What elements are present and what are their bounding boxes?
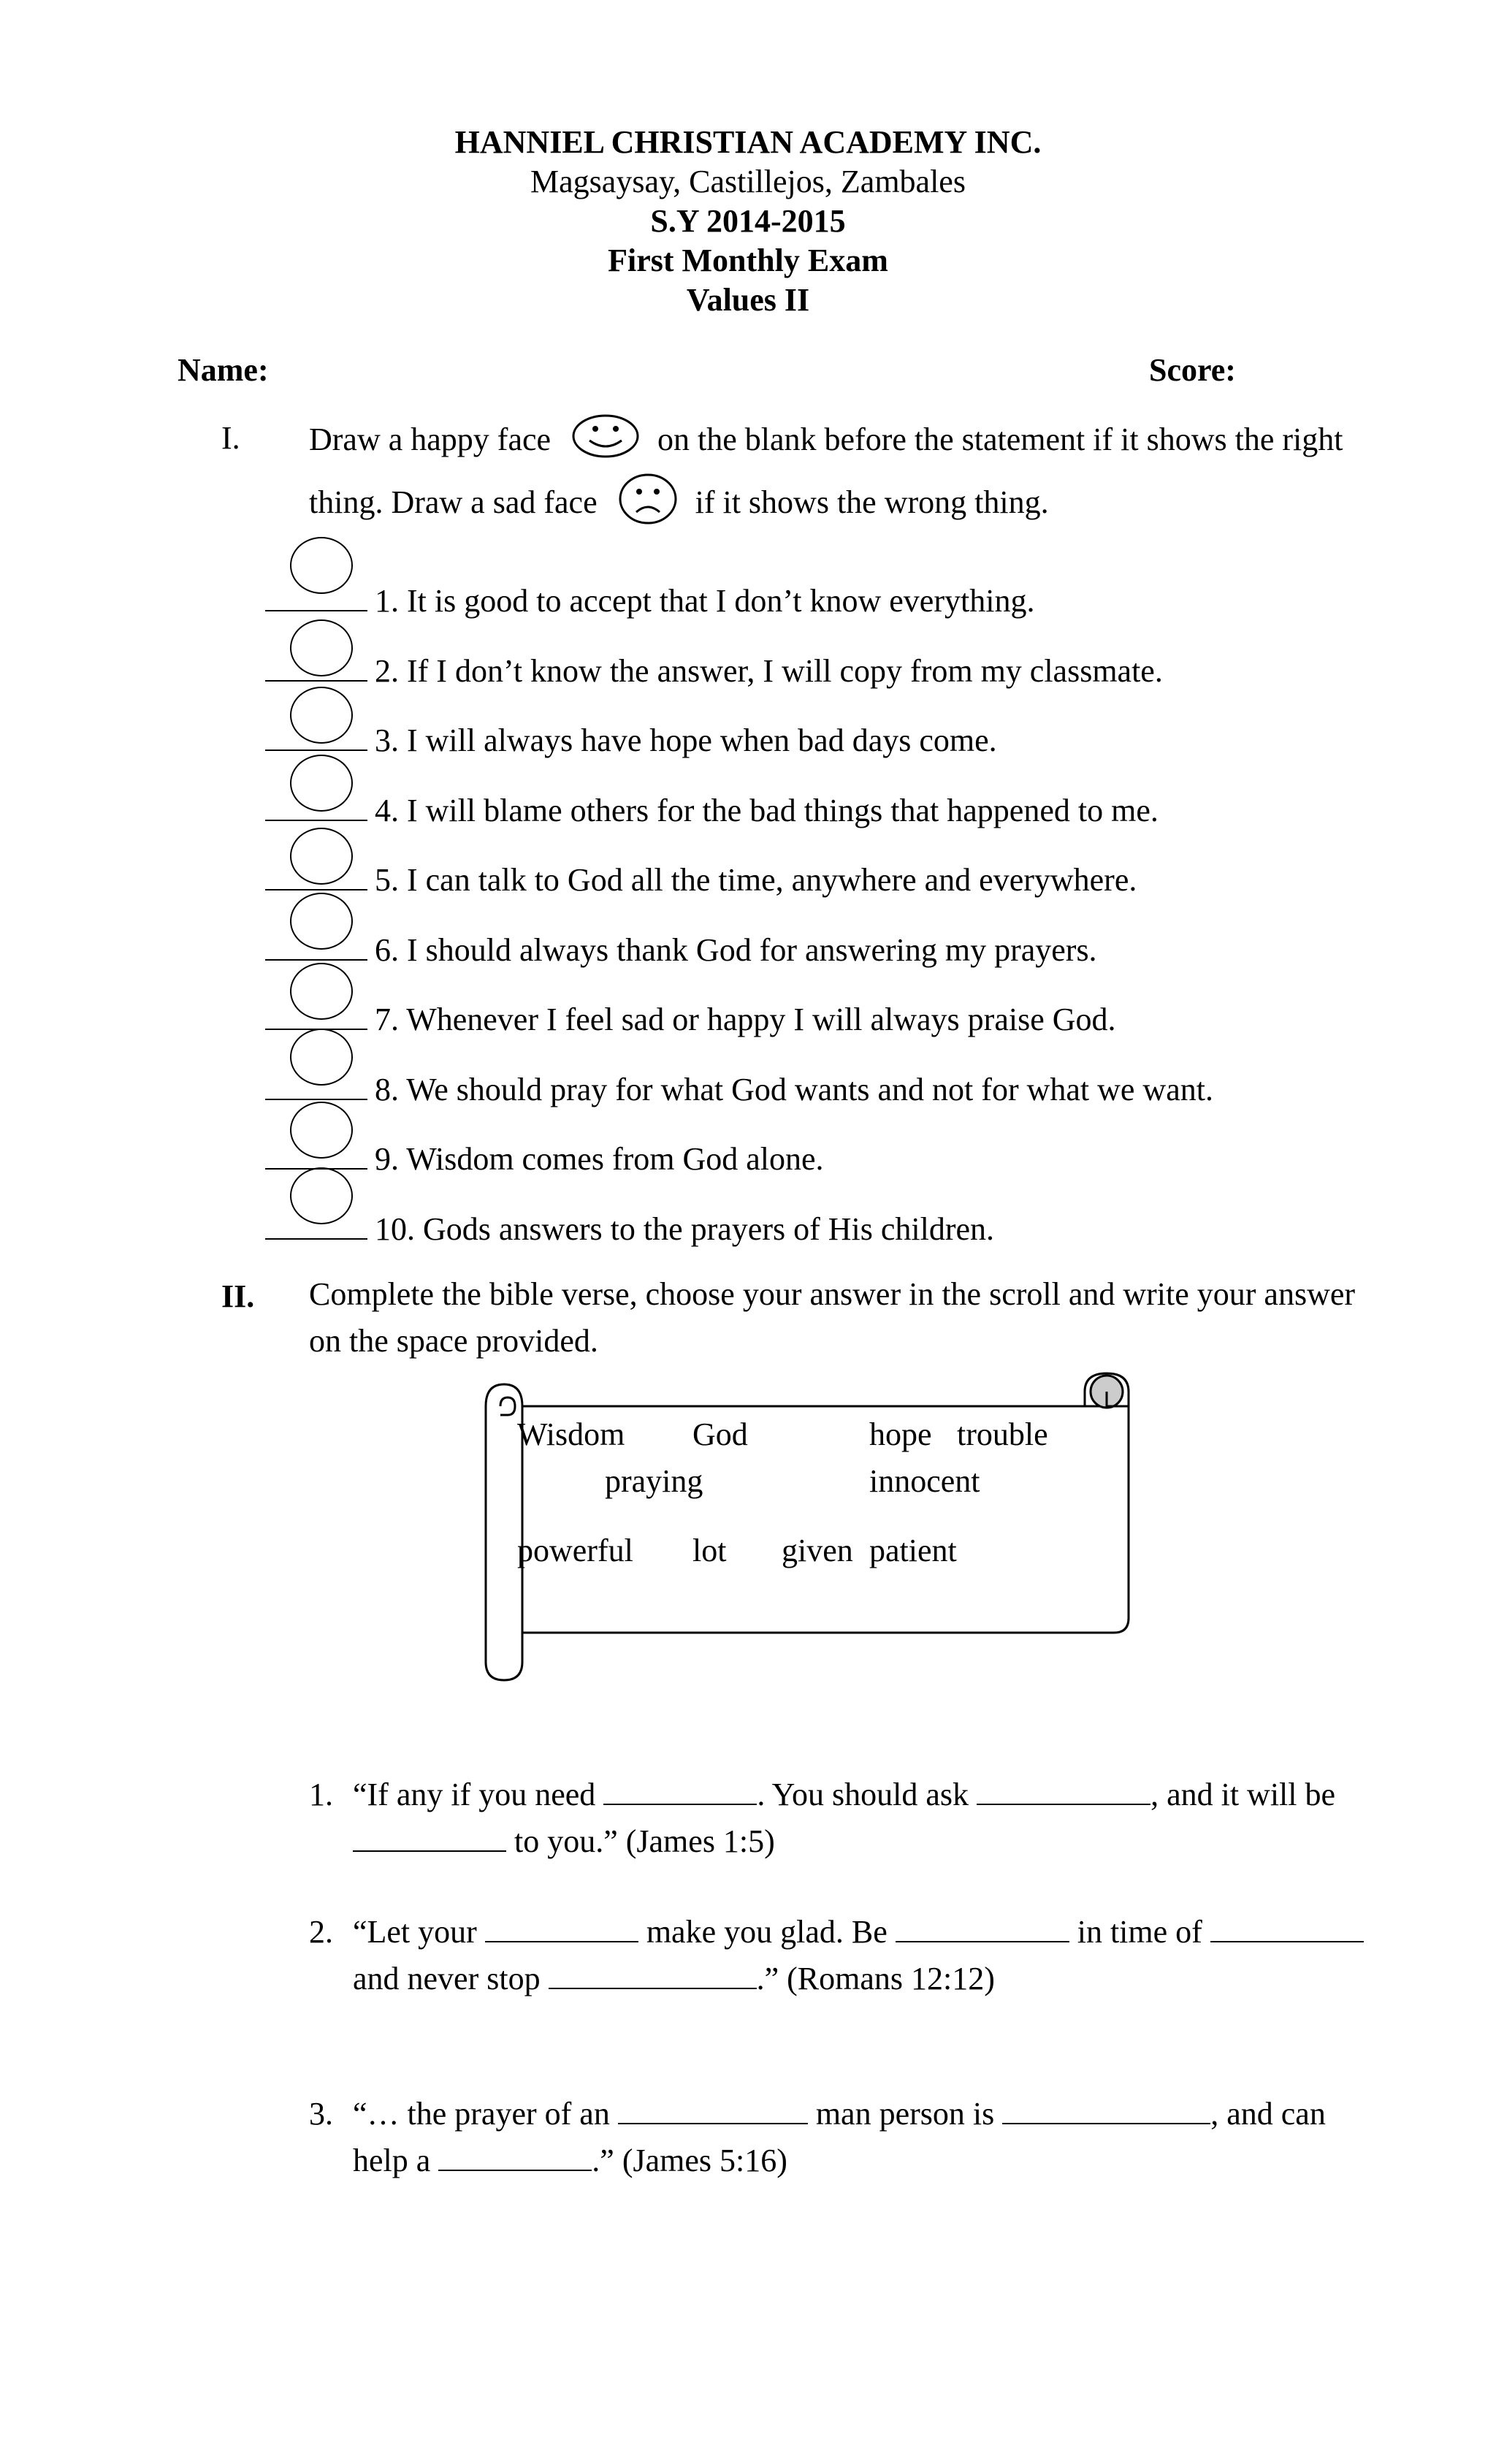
item-text: 7. Whenever I feel sad or happy I will always praise God. <box>375 1002 1116 1037</box>
fill-blank[interactable] <box>549 1956 757 1989</box>
list-item <box>265 578 1034 622</box>
item-text: 6. I should always thank God for answering my prayers. <box>375 932 1097 968</box>
scroll-word: trouble <box>957 1416 1048 1452</box>
item-text: 2. If I don’t know the answer, I will copy from my classmate. <box>375 653 1163 689</box>
fill-blank[interactable] <box>603 1771 757 1805</box>
answer-blank[interactable] <box>265 578 367 611</box>
list-item <box>265 927 1097 971</box>
fill-blank[interactable] <box>896 1909 1069 1942</box>
school-name: HANNIEL CHRISTIAN ACADEMY INC. <box>454 124 1042 160</box>
list-item <box>265 1067 1213 1110</box>
list-item <box>265 717 997 761</box>
school-year: S.Y 2014-2015 <box>650 203 846 239</box>
fill-blank[interactable] <box>977 1771 1150 1805</box>
verse-3 <box>309 2091 1375 2184</box>
answer-blank[interactable] <box>265 648 367 682</box>
verse-fragment: .” (Romans 12:12) <box>756 1961 995 1996</box>
exam-title: First Monthly Exam <box>608 243 888 278</box>
scroll-word: given <box>782 1533 853 1568</box>
name-label: Name: <box>178 352 269 388</box>
verse-fragment: “… the prayer of an <box>353 2096 610 2132</box>
verse-fragment: “If any if you need <box>353 1777 596 1812</box>
verse-number: 3. <box>309 2096 333 2132</box>
verse-fragment: , and can help a <box>353 2096 1326 2178</box>
item-text: 8. We should pray for what God wants and not for what we want. <box>375 1072 1213 1107</box>
section-1-number: I. <box>221 420 240 456</box>
section-2-number: II. <box>221 1278 255 1314</box>
scroll-word: lot <box>692 1533 727 1568</box>
list-item <box>265 787 1159 831</box>
answer-blank[interactable] <box>265 1136 367 1170</box>
item-text: 3. I will always have hope when bad days come. <box>375 722 997 758</box>
list-item <box>265 1136 824 1180</box>
happy-face-icon <box>570 413 641 473</box>
verse-fragment: .” (James 5:16) <box>592 2143 787 2178</box>
list-item <box>265 648 1163 692</box>
answer-blank[interactable] <box>265 1067 367 1100</box>
fill-blank[interactable] <box>1002 2091 1210 2124</box>
verse-fragment: in time of <box>1077 1914 1202 1950</box>
school-address: Magsaysay, Castillejos, Zambales <box>530 164 966 199</box>
fill-blank[interactable] <box>353 1818 506 1852</box>
score-label: Score: <box>1149 352 1236 388</box>
item-text: 4. I will blame others for the bad things that happened to me. <box>375 793 1159 828</box>
list-item <box>265 1206 994 1250</box>
fill-blank[interactable] <box>1210 1909 1364 1942</box>
fill-blank[interactable] <box>618 2091 808 2124</box>
answer-blank[interactable] <box>265 927 367 961</box>
scroll-word: Wisdom <box>517 1416 625 1452</box>
sad-face-icon <box>617 473 679 538</box>
scroll-word: God <box>692 1416 748 1452</box>
subject-title: Values II <box>686 282 810 318</box>
instruction-part-2: on the blank before the statement if it shows the right thing. Draw a sad face <box>309 422 1343 521</box>
section-1-instructions <box>309 413 1361 538</box>
verse-fragment: and never stop <box>353 1961 541 1996</box>
verse-text <box>353 2091 1375 2184</box>
verse-fragment: make you glad. Be <box>646 1914 888 1950</box>
answer-blank[interactable] <box>265 996 367 1030</box>
answer-blank[interactable] <box>265 717 367 751</box>
scroll-word: innocent <box>869 1463 980 1499</box>
section-2-instructions: Complete the bible verse, choose your answer in the scroll and write your answer on the space provided. <box>309 1276 1356 1359</box>
instruction-part-1: Draw a happy face <box>309 422 552 458</box>
list-item <box>265 996 1116 1040</box>
item-text: 10. Gods answers to the prayers of His children. <box>375 1211 995 1247</box>
scroll-word: powerful <box>517 1533 633 1568</box>
verse-text <box>353 1771 1375 1865</box>
answer-blank[interactable] <box>265 787 367 821</box>
verse-2 <box>309 1909 1375 2002</box>
item-text: 1. It is good to accept that I don’t know everything. <box>375 583 1035 619</box>
verse-fragment: . You should ask <box>757 1777 969 1812</box>
fill-blank[interactable] <box>485 1909 638 1942</box>
verse-fragment: to you.” (James 1:5) <box>514 1823 775 1859</box>
instruction-part-3: if it shows the wrong thing. <box>695 484 1049 521</box>
item-text: 9. Wisdom comes from God alone. <box>375 1141 824 1177</box>
fill-blank[interactable] <box>438 2137 592 2171</box>
verse-fragment: , and it will be <box>1150 1777 1336 1812</box>
scroll-word: hope <box>869 1416 932 1452</box>
verse-text <box>353 1909 1375 2002</box>
verse-number: 2. <box>309 1914 333 1950</box>
scroll-word: praying <box>605 1463 703 1499</box>
list-item <box>265 857 1137 901</box>
scroll-word: patient <box>869 1533 957 1568</box>
exam-header <box>0 123 1496 320</box>
verse-fragment: man person is <box>815 2096 995 2132</box>
verse-fragment: “Let your <box>353 1914 477 1950</box>
verse-number: 1. <box>309 1777 333 1812</box>
answer-blank[interactable] <box>265 1206 367 1240</box>
verse-1 <box>309 1771 1375 1865</box>
answer-blank[interactable] <box>265 857 367 890</box>
item-text: 5. I can talk to God all the time, anywhere and everywhere. <box>375 862 1137 898</box>
